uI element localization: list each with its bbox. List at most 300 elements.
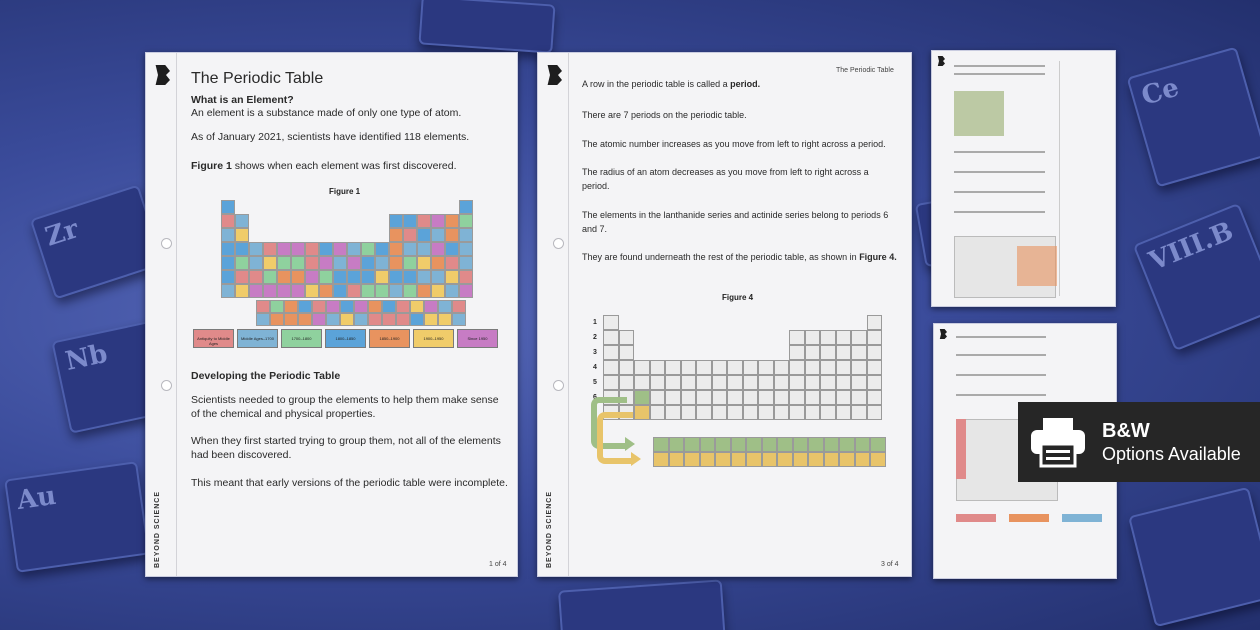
element-cell [263, 270, 277, 284]
paragraph-rest: shows when each element was first discovered. [231, 160, 457, 172]
element-cell [603, 345, 619, 360]
element-cell [382, 313, 396, 326]
element-cell [867, 405, 883, 420]
element-cell [417, 228, 431, 242]
element-cell [669, 452, 685, 467]
element-cell [805, 375, 821, 390]
element-cell [634, 405, 650, 420]
element-cell [221, 256, 235, 270]
element-cell [340, 300, 354, 313]
element-cell [867, 360, 883, 375]
element-cell [855, 452, 871, 467]
section-heading: What is an Element? [191, 94, 294, 106]
punch-hole [161, 238, 172, 249]
element-cell [712, 390, 728, 405]
beyond-logo-icon [546, 65, 562, 85]
element-cell [235, 214, 249, 228]
element-cell [333, 284, 347, 298]
text-line [954, 65, 1045, 67]
element-cell [249, 270, 263, 284]
element-cell [653, 437, 669, 452]
paragraph-pre: They are found underneath the rest of the periodic table, as shown in [582, 252, 860, 262]
element-cell [368, 313, 382, 326]
element-cell [789, 330, 805, 345]
element-cell [805, 330, 821, 345]
element-cell [634, 360, 650, 375]
element-cell [870, 437, 886, 452]
element-tile: VIII.B [1133, 203, 1260, 351]
element-cell [284, 300, 298, 313]
element-cell [445, 214, 459, 228]
element-cell [696, 390, 712, 405]
text-line [954, 171, 1045, 173]
element-cell [836, 360, 852, 375]
element-cell [319, 242, 333, 256]
element-cell [851, 345, 867, 360]
paragraph: When they first started trying to group them, not all of the elements had been discovered. [191, 435, 501, 461]
element-cell [431, 242, 445, 256]
text-line [956, 354, 1046, 356]
worksheet-page-1 [145, 52, 518, 577]
legend-item: 1800–1850 [325, 329, 366, 348]
element-cell [758, 405, 774, 420]
period-label: 2 [593, 334, 597, 341]
element-cell [836, 375, 852, 390]
page-number: 1 of 4 [489, 561, 507, 568]
element-cell [696, 375, 712, 390]
page-title: The Periodic Table [191, 70, 324, 87]
element-tile: Nb [51, 320, 172, 434]
element-cell [851, 330, 867, 345]
element-cell [221, 228, 235, 242]
element-cell [712, 360, 728, 375]
element-cell [851, 405, 867, 420]
text-line [954, 191, 1045, 193]
element-cell [361, 284, 375, 298]
thumbnail-highlight [956, 419, 966, 479]
element-cell [235, 284, 249, 298]
element-cell [727, 360, 743, 375]
element-cell [277, 256, 291, 270]
element-tile: Zr [30, 184, 164, 299]
paragraph [582, 250, 897, 264]
element-cell [619, 345, 635, 360]
connector-arrow [597, 412, 633, 464]
element-cell [696, 405, 712, 420]
element-cell [789, 375, 805, 390]
element-cell [727, 375, 743, 390]
element-cell [445, 228, 459, 242]
figure-ref: Figure 1 [191, 160, 232, 172]
element-cell [291, 284, 305, 298]
element-cell [249, 256, 263, 270]
element-cell [235, 242, 249, 256]
element-cell [650, 375, 666, 390]
worksheet-thumbnail-2 [931, 50, 1116, 307]
text-line [956, 374, 1046, 376]
element-cell [424, 313, 438, 326]
period-label: 7 [593, 409, 597, 416]
element-cell [396, 300, 410, 313]
element-cell [424, 300, 438, 313]
element-cell [347, 242, 361, 256]
element-cell [263, 256, 277, 270]
element-cell [410, 313, 424, 326]
element-cell [746, 452, 762, 467]
element-cell [746, 437, 762, 452]
element-cell [731, 452, 747, 467]
element-cell [820, 405, 836, 420]
element-cell [270, 313, 284, 326]
element-cell [712, 405, 728, 420]
element-cell [700, 452, 716, 467]
element-cell [347, 256, 361, 270]
element-cell [389, 256, 403, 270]
element-cell [851, 390, 867, 405]
element-cell [221, 284, 235, 298]
element-cell [375, 256, 389, 270]
element-cell [417, 242, 431, 256]
figure-caption: Figure 1 [329, 187, 361, 196]
element-cell [417, 284, 431, 298]
element-cell [235, 256, 249, 270]
element-cell [305, 242, 319, 256]
figure-ref: Figure 4. [859, 252, 897, 262]
paragraph-pre: A row in the periodic table is called a [582, 79, 731, 89]
element-cell [445, 256, 459, 270]
element-cell [619, 375, 635, 390]
element-tile [558, 579, 726, 630]
badge-subtitle: Options Available [1102, 444, 1241, 464]
element-cell [700, 437, 716, 452]
element-cell [696, 360, 712, 375]
element-cell [805, 405, 821, 420]
element-cell [389, 214, 403, 228]
text-line [954, 73, 1045, 75]
element-cell [650, 405, 666, 420]
element-cell [431, 214, 445, 228]
element-cell [417, 270, 431, 284]
element-cell [867, 390, 883, 405]
element-cell [291, 270, 305, 284]
element-cell [836, 345, 852, 360]
paragraph [582, 77, 760, 91]
element-cell [235, 270, 249, 284]
element-cell [340, 313, 354, 326]
element-cell [820, 360, 836, 375]
page-margin [176, 53, 177, 576]
element-cell [836, 405, 852, 420]
element-cell [256, 313, 270, 326]
element-cell [333, 242, 347, 256]
element-cell [715, 452, 731, 467]
element-cell [235, 228, 249, 242]
element-cell [389, 242, 403, 256]
element-cell [375, 242, 389, 256]
element-cell [867, 375, 883, 390]
period-label: 6 [593, 394, 597, 401]
paragraph: Scientists needed to group the elements to help them make sense of the chemical and physical properties. [191, 394, 499, 420]
element-cell [249, 242, 263, 256]
element-cell [221, 242, 235, 256]
element-cell [684, 437, 700, 452]
period-label: 5 [593, 379, 597, 386]
element-cell [789, 360, 805, 375]
element-cell [777, 452, 793, 467]
element-cell [221, 270, 235, 284]
beyond-logo-icon [154, 65, 170, 85]
thumbnail-label [956, 514, 996, 522]
page-header: The Periodic Table [836, 67, 894, 74]
element-cell [459, 270, 473, 284]
element-cell [805, 345, 821, 360]
element-cell [438, 313, 452, 326]
element-cell [712, 375, 728, 390]
element-cell [270, 300, 284, 313]
element-cell [851, 360, 867, 375]
element-cell [431, 256, 445, 270]
element-cell [305, 284, 319, 298]
paragraph: The atomic number increases as you move from left to right across a period. [582, 139, 886, 149]
element-cell [774, 405, 790, 420]
element-cell [389, 270, 403, 284]
element-cell [445, 242, 459, 256]
element-cell [277, 284, 291, 298]
element-cell [459, 200, 473, 214]
element-cell [808, 452, 824, 467]
element-cell [319, 256, 333, 270]
element-cell [758, 375, 774, 390]
printer-icon [1028, 414, 1088, 470]
element-cell [277, 270, 291, 284]
element-cell [312, 313, 326, 326]
element-cell [867, 315, 883, 330]
element-cell [284, 313, 298, 326]
element-cell [851, 375, 867, 390]
element-cell [403, 270, 417, 284]
badge-title: B&W [1102, 420, 1150, 442]
beyond-logo-icon [937, 56, 945, 66]
element-cell [789, 405, 805, 420]
period-label: 1 [593, 319, 597, 326]
element-cell [291, 242, 305, 256]
element-cell [727, 405, 743, 420]
element-cell [221, 214, 235, 228]
badge-text [1102, 419, 1241, 465]
element-cell [459, 284, 473, 298]
element-cell [347, 270, 361, 284]
element-cell [603, 315, 619, 330]
element-cell [774, 375, 790, 390]
element-tile: Au [4, 461, 150, 573]
text-line [956, 394, 1046, 396]
element-cell [634, 375, 650, 390]
element-cell [665, 375, 681, 390]
thumbnail-highlight [1017, 246, 1057, 286]
thumbnail-sidebar [1059, 61, 1110, 296]
element-tile [418, 0, 555, 54]
worksheet-page-2 [537, 52, 912, 577]
legend-item: 1850–1900 [369, 329, 410, 348]
element-cell [774, 360, 790, 375]
element-cell [619, 330, 635, 345]
element-cell [665, 405, 681, 420]
element-cell [743, 360, 759, 375]
element-cell [653, 452, 669, 467]
element-cell [326, 313, 340, 326]
element-cell [375, 284, 389, 298]
element-cell [727, 390, 743, 405]
figure-caption: Figure 4 [722, 293, 754, 302]
element-cell [789, 390, 805, 405]
element-cell [459, 214, 473, 228]
element-cell [603, 330, 619, 345]
thumbnail-figure [954, 91, 1004, 136]
element-cell [634, 390, 650, 405]
element-cell [403, 256, 417, 270]
legend-item: 1900–1950 [413, 329, 454, 348]
element-cell [389, 228, 403, 242]
element-cell [789, 345, 805, 360]
brand-vertical: BEYOND SCIENCE [546, 490, 553, 568]
element-cell [417, 214, 431, 228]
legend-item: Middle Ages–1700 [237, 329, 278, 348]
element-cell [382, 300, 396, 313]
element-cell [743, 405, 759, 420]
element-cell [715, 437, 731, 452]
element-cell [410, 300, 424, 313]
element-tile: Ce [1126, 46, 1260, 187]
element-cell [824, 437, 840, 452]
legend-item: Antiquity to Middle Ages [193, 329, 234, 348]
element-cell [298, 313, 312, 326]
paragraph: This meant that early versions of the periodic table were incomplete. [191, 477, 508, 489]
element-cell [354, 313, 368, 326]
element-cell [459, 242, 473, 256]
punch-hole [553, 380, 564, 391]
element-cell [603, 360, 619, 375]
element-cell [249, 284, 263, 298]
element-cell [326, 300, 340, 313]
periodic-table-figure-4 [593, 315, 898, 475]
text-line [956, 336, 1046, 338]
paragraph: There are 7 periods on the periodic table. [582, 110, 747, 120]
punch-hole [553, 238, 564, 249]
element-cell [431, 228, 445, 242]
element-cell [361, 242, 375, 256]
keyword: period. [730, 79, 761, 89]
element-cell [263, 242, 277, 256]
brand-vertical: BEYOND SCIENCE [154, 490, 161, 568]
element-cell [665, 390, 681, 405]
element-cell [347, 284, 361, 298]
element-cell [743, 375, 759, 390]
element-cell [361, 270, 375, 284]
period-label: 3 [593, 349, 597, 356]
element-cell [758, 390, 774, 405]
page-number: 3 of 4 [881, 561, 899, 568]
element-cell [650, 360, 666, 375]
element-cell [445, 270, 459, 284]
paragraph [191, 159, 457, 173]
element-cell [820, 330, 836, 345]
paragraph: An element is a substance made of only one type of atom. [191, 107, 462, 119]
legend-item: 1700–1800 [281, 329, 322, 348]
thumbnail-label [1009, 514, 1049, 522]
element-cell [452, 300, 466, 313]
periodic-table-figure-1 [221, 186, 481, 326]
element-cell [445, 284, 459, 298]
element-cell [403, 284, 417, 298]
element-cell [867, 345, 883, 360]
arrow-head-icon [631, 452, 641, 466]
element-cell [805, 390, 821, 405]
period-label: 4 [593, 364, 597, 371]
element-cell [808, 437, 824, 452]
element-cell [820, 375, 836, 390]
element-cell [431, 284, 445, 298]
element-cell [820, 345, 836, 360]
element-cell [669, 437, 685, 452]
element-cell [855, 437, 871, 452]
beyond-logo-icon [939, 329, 947, 339]
paragraph: The radius of an atom decreases as you move from left to right across a period. [582, 167, 869, 191]
element-cell [396, 313, 410, 326]
element-cell [319, 284, 333, 298]
element-cell [375, 270, 389, 284]
element-tile [1128, 487, 1260, 628]
element-cell [743, 390, 759, 405]
element-cell [298, 300, 312, 313]
element-cell [305, 256, 319, 270]
page-margin [568, 53, 569, 576]
element-cell [603, 375, 619, 390]
element-cell [256, 300, 270, 313]
element-cell [824, 452, 840, 467]
element-cell [731, 437, 747, 452]
element-cell [793, 437, 809, 452]
element-cell [403, 214, 417, 228]
punch-hole [161, 380, 172, 391]
element-cell [459, 228, 473, 242]
element-cell [403, 242, 417, 256]
element-cell [681, 360, 697, 375]
element-cell [867, 330, 883, 345]
element-cell [221, 200, 235, 214]
element-cell [665, 360, 681, 375]
element-cell [417, 256, 431, 270]
element-cell [839, 437, 855, 452]
element-cell [805, 360, 821, 375]
thumbnail-label [1062, 514, 1102, 522]
element-cell [650, 390, 666, 405]
element-cell [758, 360, 774, 375]
element-cell [452, 313, 466, 326]
element-cell [403, 228, 417, 242]
element-cell [305, 270, 319, 284]
section-heading: Developing the Periodic Table [191, 370, 341, 382]
element-cell [263, 284, 277, 298]
element-cell [820, 390, 836, 405]
element-cell [291, 256, 305, 270]
bw-options-badge [1018, 402, 1260, 482]
paragraph: The elements in the lanthanide series and actinide series belong to periods 6 and 7. [582, 210, 889, 234]
element-cell [836, 330, 852, 345]
element-cell [681, 390, 697, 405]
element-cell [774, 390, 790, 405]
element-cell [870, 452, 886, 467]
legend-item: Since 1950 [457, 329, 498, 348]
